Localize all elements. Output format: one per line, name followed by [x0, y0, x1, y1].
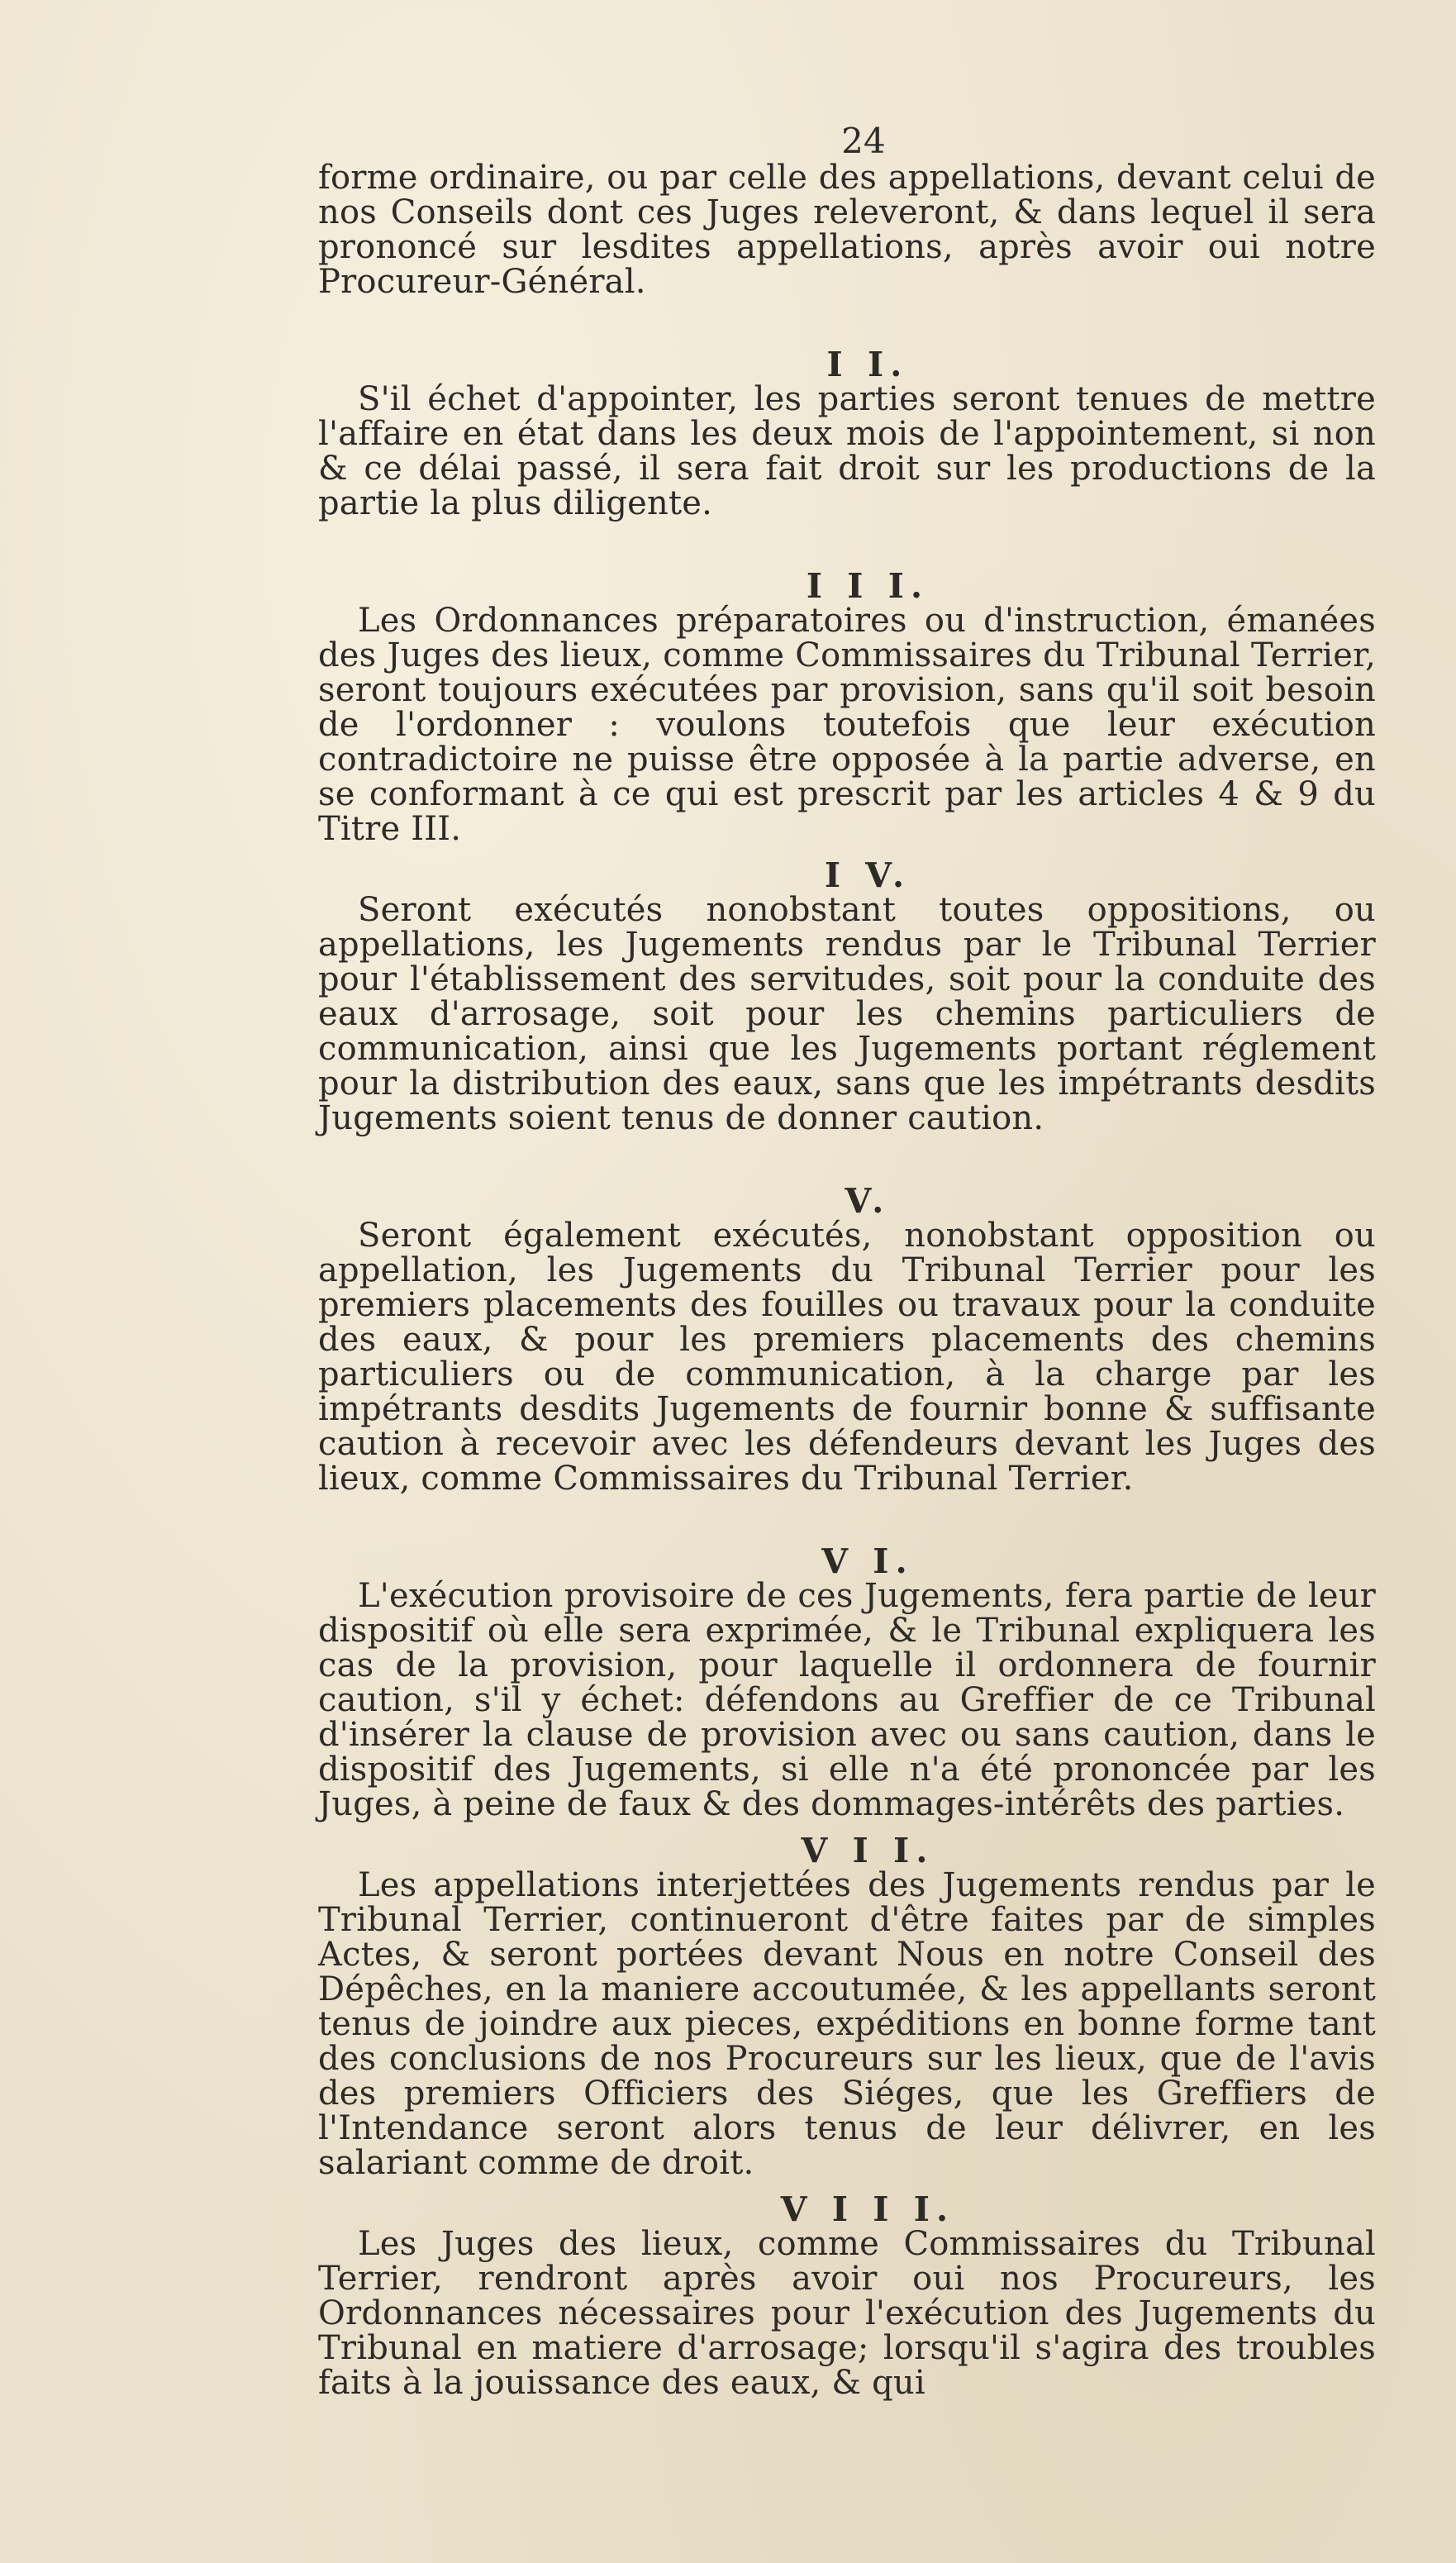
article-3-heading: I I I. — [806, 566, 930, 606]
article-6-heading: V I. — [821, 1541, 914, 1581]
page-number: 24 — [841, 121, 886, 161]
article-5-text: Seront également exécutés, nonobstant opposition ou appellation, les Jugements du Tribunal Terrier pour les premiers placements des fouilles ou travaux pour la conduite des eaux, & pour les premiers placements des chemins particuliers ou de communication, à la charge par les impétrants desdits Jugements de fournir bonne & suffisante caution à recevoir avec les défendeurs devant les Juges des lieux, comme Commissaires du Tribunal Terrier. — [318, 1217, 1376, 1498]
article-8-heading: V I I I. — [780, 2189, 955, 2229]
intro-paragraph: forme ordinaire, ou par celle des appellations, devant celui de nos Conseils dont ces Juges releveront, & dans lequel il sera prononcé sur lesdites appellations, après avoir oui notre Procureur-Général. — [318, 159, 1376, 301]
article-4-text: Seront exécutés nonobstant toutes oppositions, ou appellations, les Jugements rendus par le Tribunal Terrier pour l'établissement des servitudes, soit pour la conduite des eaux d'arrosage, soit pour les chemins particuliers de communication, ainsi que les Jugements portant réglement pour la distribution des eaux, sans que les impétrants desdits Jugements soient tenus de donner caution. — [318, 891, 1376, 1137]
article-4-heading: I V. — [824, 855, 911, 895]
article-8-text: Les Juges des lieux, comme Commissaires du Tribunal Terrier, rendront après avoir oui nos Procureurs, les Ordonnances nécessaires pour l'exécution des Jugements du Tribunal en matiere d'arrosage; lorsqu'il s'agira des troubles faits à la jouissance des eaux, & qui — [318, 2225, 1376, 2402]
article-7-text: Les appellations interjettées des Jugements rendus par le Tribunal Terrier, continueront d'être faites par de simples Actes, & seront portées devant Nous en notre Conseil des Dépêches, en la maniere accoutumée, & les appellants seront tenus de joindre aux pieces, expéditions en bonne forme tant des conclusions de nos Procureurs sur les lieux, que de l'avis des premiers Officiers des Siéges, que les Greffiers de l'Intendance seront alors tenus de leur délivrer, en les salariant comme de droit. — [318, 1866, 1376, 2182]
article-3-text: Les Ordonnances préparatoires ou d'instruction, émanées des Juges des lieux, comme Commissaires du Tribunal Terrier, seront toujours exécutées par provision, sans qu'il soit besoin de l'ordonner : voulons toutefois que leur exécution contradictoire ne puisse être opposée à la partie adverse, en se conformant à ce qui est prescrit par les articles 4 & 9 du Titre III. — [318, 602, 1376, 848]
article-6-text: L'exécution provisoire de ces Jugements, fera partie de leur dispositif où elle sera exprimée, & le Tribunal expliquera les cas de la provision, pour laquelle il ordonnera de fournir caution, s'il y échet: défendons au Greffier de ce Tribunal d'insérer la clause de provision avec ou sans caution, dans le dispositif des Jugements, si elle n'a été prononcée par les Juges, à peine de faux & des dommages-intérêts des parties. — [318, 1577, 1376, 1823]
article-7-heading: V I I. — [801, 1831, 935, 1870]
article-2-heading: I I. — [826, 345, 909, 384]
article-5-heading: V. — [845, 1181, 891, 1221]
document-body — [318, 121, 1376, 2402]
article-2-text: S'il échet d'appointer, les parties seront tenues de mettre l'affaire en état dans les deux mois de l'appointement, si non & ce délai passé, il sera fait droit sur les productions de la partie la plus diligente. — [318, 380, 1376, 522]
